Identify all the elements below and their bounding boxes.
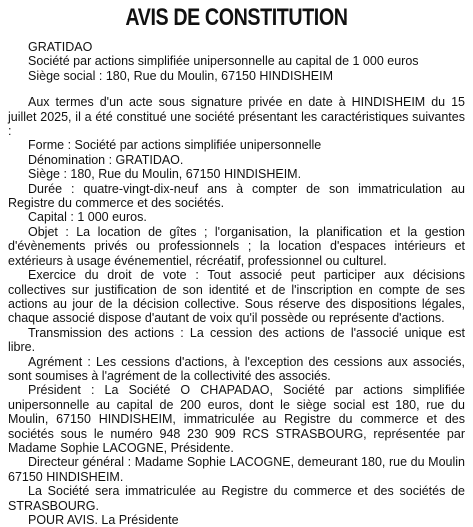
president-paragraph: Président : La Société O CHAPADAO, Société par actions simplifiée unipersonnelle au capital de 200 euros, dont le siège social est 180, rue du Moulin, 67150 HINDISHEIM, immatriculée au Registre du commerce et des sociétés sous le numéro 948 230 909 RCS STRASBOURG, représentée par Madame Sophie LACOGNE, Présidente. [8,383,465,455]
capital-paragraph: Capital : 1 000 euros. [28,210,147,225]
duration-paragraph: Durée : quatre-vingt-dix-neuf ans à compter de son immatriculation au Registre du commerce et des sociétés. [8,181,465,211]
denomination-paragraph: Dénomination : GRATIDAO. [28,152,184,167]
signature-line: POUR AVIS. La Présidente [28,513,179,527]
approval-paragraph: Agrément : Les cessions d'actions, à l'exception des cessions aux associés, sont soumises à l'agrément de la collectivité des associés. [8,354,465,383]
notice-title: AVIS DE CONSTITUTION [125,4,348,31]
form-paragraph: Forme : Société par actions simplifiée unipersonnelle [28,138,322,153]
purpose-paragraph: Objet : La location de gîtes ; l'organisation, la planification et la gestion d'évènements privés ou professionnels ; la location d'espaces intérieurs et extérieurs à usage événementiel, récréatif, professionnel ou culturel. [8,224,465,268]
share-transfer-paragraph: Transmission des actions : La cession des actions de l'associé unique est libre. [8,325,465,355]
company-name: GRATIDAO [28,40,93,54]
intro-paragraph: Aux termes d'un acte sous signature privée en date à HINDISHEIM du 15 juillet 2025, il a été constitué une société présentant les caractéristiques suivantes : [8,95,465,139]
seat-paragraph: Siège : 180, Rue du Moulin, 67150 HINDISHEIM. [28,167,302,182]
voting-rights-paragraph: Exercice du droit de vote : Tout associé peut participer aux décisions collectives sur justification de son identité et de l'inscription en compte de ses actions au jour de la décision collective. Sous réserve des dispositions légales, chaque associé dispose d'autant de voix qu'il possède ou représente d'actions. [8,268,465,326]
registration-paragraph: La Société sera immatriculée au Registre du commerce et des sociétés de STRASBOURG. [8,484,465,513]
company-seat-line: Siège social : 180, Rue du Moulin, 67150 HINDISHEIM [28,68,334,83]
company-form-line: Société par actions simplifiée unipersonnelle au capital de 1 000 euros [28,54,419,69]
general-director-paragraph: Directeur général : Madame Sophie LACOGNE, demeurant 180, rue du Moulin 67150 HINDISHEIM. [8,455,465,484]
notice-body [8,95,465,527]
company-header [28,40,465,83]
